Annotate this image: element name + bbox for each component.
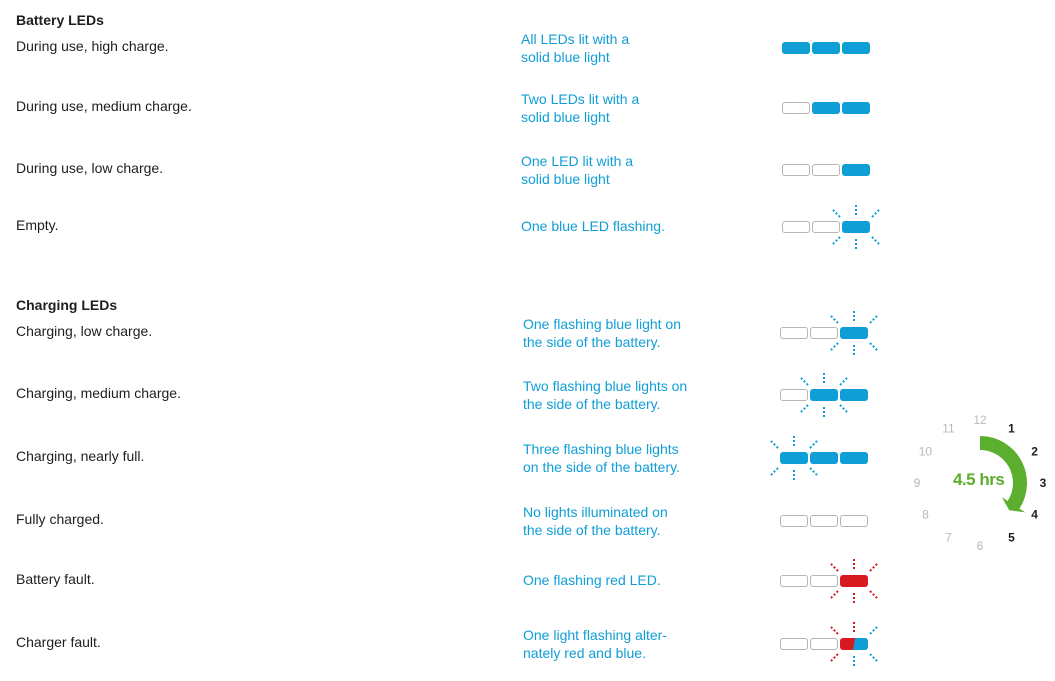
led-off (780, 515, 808, 527)
status-label: Charging, nearly full. (16, 448, 145, 464)
ray (870, 591, 878, 599)
ray (770, 440, 778, 448)
status-description (521, 30, 721, 66)
ray (870, 315, 878, 323)
flashing-rays-icon (824, 309, 884, 357)
ray (830, 315, 838, 323)
ray (770, 468, 778, 476)
ray (830, 563, 838, 571)
status-label: During use, medium charge. (16, 98, 192, 114)
description-line: Three flashing blue lights (523, 441, 679, 457)
description-line: One flashing red LED. (523, 572, 661, 588)
status-description (523, 440, 723, 476)
ray (870, 626, 878, 634)
led-blue (780, 452, 808, 464)
led-status-row (0, 371, 1055, 431)
description-line: One blue LED flashing. (521, 218, 665, 234)
description-line: solid blue light (521, 49, 610, 65)
led-blue (842, 221, 870, 233)
ray (830, 654, 838, 662)
description-line: solid blue light (521, 109, 610, 125)
led-indicator-group (782, 155, 892, 195)
led-status-row (0, 497, 1055, 557)
led-indicator-group (782, 33, 892, 73)
clock-number: 9 (913, 476, 921, 490)
led-off (780, 638, 808, 650)
clock-number: 2 (1031, 444, 1038, 459)
description-line: No lights illuminated on (523, 504, 668, 520)
led-split (840, 638, 868, 650)
clock-number: 1 (1008, 421, 1015, 436)
status-description (521, 217, 721, 235)
status-description (523, 377, 723, 413)
led-status-row (0, 620, 1055, 680)
description-line: One light flashing alter- (523, 627, 667, 643)
led-status-row (0, 146, 1055, 206)
description-line: nately red and blue. (523, 645, 646, 661)
status-description (521, 152, 721, 188)
led-status-row (0, 434, 1055, 494)
clock-number: 10 (918, 444, 933, 459)
status-description (523, 315, 723, 351)
led-indicator-group (780, 506, 890, 546)
led-status-row (0, 84, 1055, 144)
led-blue (810, 389, 838, 401)
led-status-row (0, 24, 1055, 84)
charge-duration-label: 4.5 hrs (953, 470, 1005, 489)
led-indicator-group (782, 212, 892, 252)
led-blue (812, 102, 840, 114)
led-indicator-group (782, 93, 892, 133)
led-blue (782, 42, 810, 54)
led-off (782, 102, 810, 114)
description-line: All LEDs lit with a (521, 31, 630, 47)
led-blue (842, 42, 870, 54)
ray (810, 468, 818, 476)
ray (840, 405, 848, 413)
clock-number: 8 (922, 507, 929, 522)
led-status-row (0, 557, 1055, 617)
ray (840, 377, 848, 385)
ray (870, 343, 878, 351)
led-blue (840, 389, 868, 401)
led-red (840, 575, 868, 587)
ray (870, 654, 878, 662)
led-blue (810, 452, 838, 464)
clock-number: 12 (973, 413, 987, 427)
led-off (810, 515, 838, 527)
flashing-rays-icon (824, 620, 884, 668)
clock-number: 7 (945, 530, 952, 545)
ray (810, 440, 818, 448)
led-off (782, 164, 810, 176)
status-label: During use, high charge. (16, 38, 169, 54)
ray (872, 209, 880, 217)
clock-number: 4 (1031, 507, 1038, 522)
clock-number: 3 (1039, 476, 1047, 490)
led-off (812, 164, 840, 176)
ray (872, 237, 880, 245)
led-status-row (0, 309, 1055, 369)
battery-leds-heading: Battery LEDs (16, 12, 104, 28)
ray (830, 591, 838, 599)
description-line: the side of the battery. (523, 334, 661, 350)
status-label: Charger fault. (16, 634, 101, 650)
ray (800, 405, 808, 413)
charging-leds-heading: Charging LEDs (16, 297, 118, 313)
status-description (523, 503, 723, 539)
description-line: solid blue light (521, 171, 610, 187)
led-indicator-group (780, 318, 890, 358)
clock-number: 6 (976, 539, 984, 553)
description-line: Two LEDs lit with a (521, 91, 640, 107)
status-label: During use, low charge. (16, 160, 164, 176)
led-off (782, 221, 810, 233)
led-status-row (0, 203, 1055, 263)
ray (830, 343, 838, 351)
led-indicator-group (780, 629, 890, 669)
clock-number: 5 (1008, 530, 1015, 545)
led-indicator-group (780, 566, 890, 606)
status-label: Fully charged. (16, 511, 104, 527)
led-indicator-group (780, 380, 890, 420)
led-blue (842, 102, 870, 114)
led-blue (840, 452, 868, 464)
status-label: Battery fault. (16, 571, 95, 587)
ray (832, 209, 840, 217)
description-line: the side of the battery. (523, 522, 661, 538)
flashing-rays-icon (826, 203, 886, 251)
description-line: One LED lit with a (521, 153, 634, 169)
ray (870, 563, 878, 571)
clock-number: 11 (942, 421, 955, 436)
led-off (780, 575, 808, 587)
led-indicator-group (780, 443, 890, 483)
led-blue (840, 327, 868, 339)
description-line: One flashing blue light on (523, 316, 681, 332)
led-blue (842, 164, 870, 176)
status-description (523, 571, 723, 589)
charge-time-clock (905, 405, 1055, 555)
ray (800, 377, 808, 385)
status-description (523, 626, 723, 662)
led-blue (812, 42, 840, 54)
status-label: Charging, low charge. (16, 323, 153, 339)
ray (830, 626, 838, 634)
status-label: Charging, medium charge. (16, 385, 181, 401)
ray (832, 237, 840, 245)
status-label: Empty. (16, 217, 59, 233)
description-line: Two flashing blue lights on (523, 378, 688, 394)
flashing-rays-icon (824, 557, 884, 605)
description-line: the side of the battery. (523, 396, 661, 412)
led-off (840, 515, 868, 527)
description-line: on the side of the battery. (523, 459, 680, 475)
status-description (521, 90, 721, 126)
led-off (780, 327, 808, 339)
